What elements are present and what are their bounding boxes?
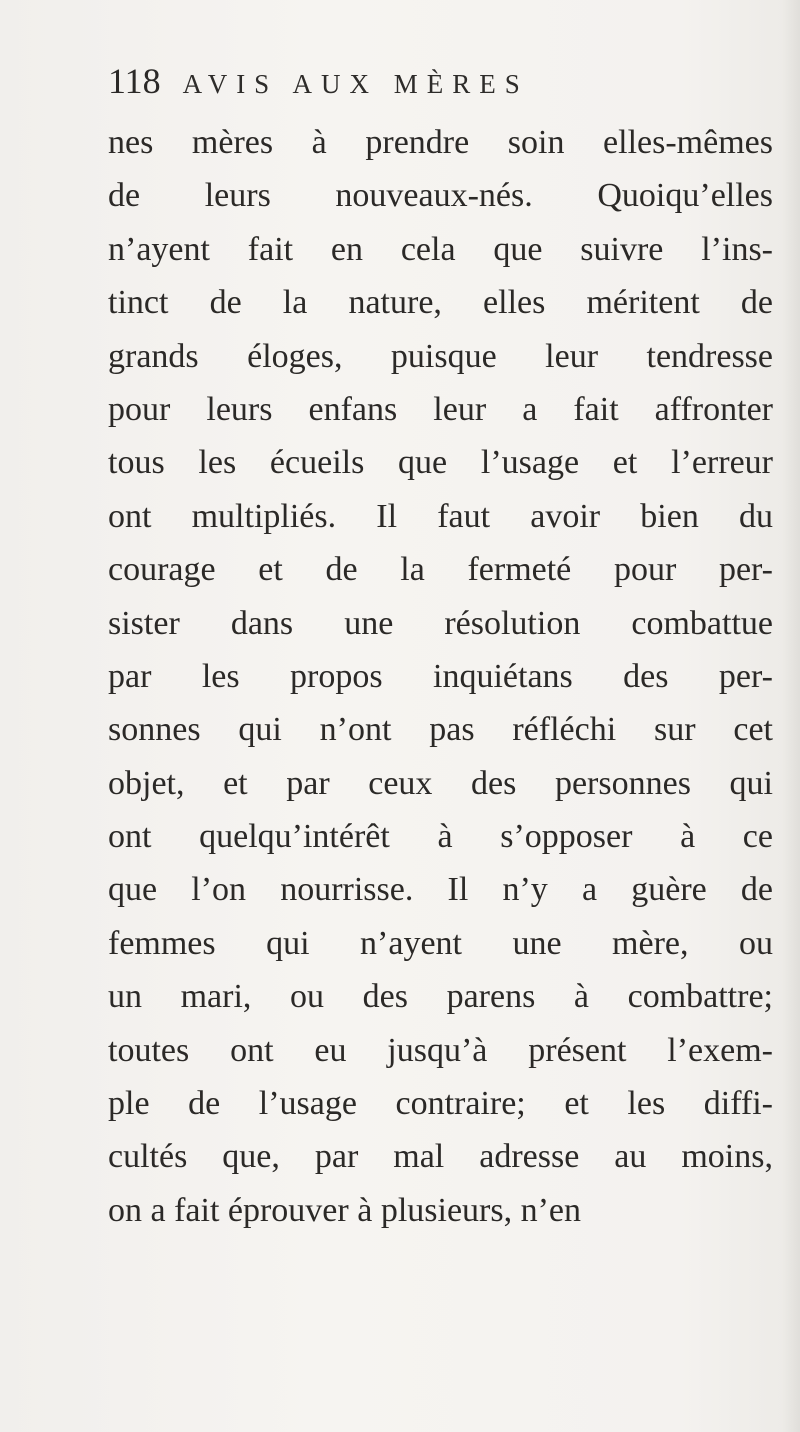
running-head — [108, 60, 529, 104]
text-line: un mari, ou des parens à combattre; — [108, 978, 773, 1016]
running-title: AVIS AUX MÈRES — [182, 69, 529, 99]
page-edge-shadow — [782, 0, 800, 1432]
text-line: on a fait éprouver à plusieurs, n’en — [108, 1191, 581, 1229]
text-line: sonnes qui n’ont pas réfléchi sur cet — [108, 711, 773, 749]
text-line: par les propos inquiétans des per- — [108, 657, 773, 695]
text-line: ple de l’usage contraire; et les diffi- — [108, 1085, 773, 1123]
text-line: toutes ont eu jusqu’à présent l’exem- — [108, 1031, 773, 1069]
text-line: tous les écueils que l’usage et l’erreur — [108, 444, 773, 482]
page-number: 118 — [108, 61, 161, 101]
text-line: grands éloges, puisque leur tendresse — [108, 337, 773, 375]
text-line: ont multipliés. Il faut avoir bien du — [108, 497, 773, 535]
text-line: cultés que, par mal adresse au moins, — [108, 1138, 773, 1176]
text-line: courage et de la fermeté pour per- — [108, 551, 773, 589]
text-line: tinct de la nature, elles méritent de — [108, 284, 773, 322]
text-line: que l’on nourrisse. Il n’y a guère de — [108, 871, 773, 909]
text-line: objet, et par ceux des personnes qui — [108, 764, 773, 802]
text-line: ont quelqu’intérêt à s’opposer à ce — [108, 818, 773, 856]
text-line: nes mères à prendre soin elles-mêmes — [108, 124, 773, 161]
text-line: femmes qui n’ayent une mère, ou — [108, 924, 773, 962]
text-line: n’ayent fait en cela que suivre l’ins- — [108, 230, 773, 268]
text-line: pour leurs enfans leur a fait affronter — [108, 390, 773, 428]
body-text — [108, 116, 773, 1237]
text-line: sister dans une résolution combattue — [108, 604, 773, 642]
text-line: de leurs nouveaux-nés. Quoiqu’elles — [108, 177, 773, 215]
